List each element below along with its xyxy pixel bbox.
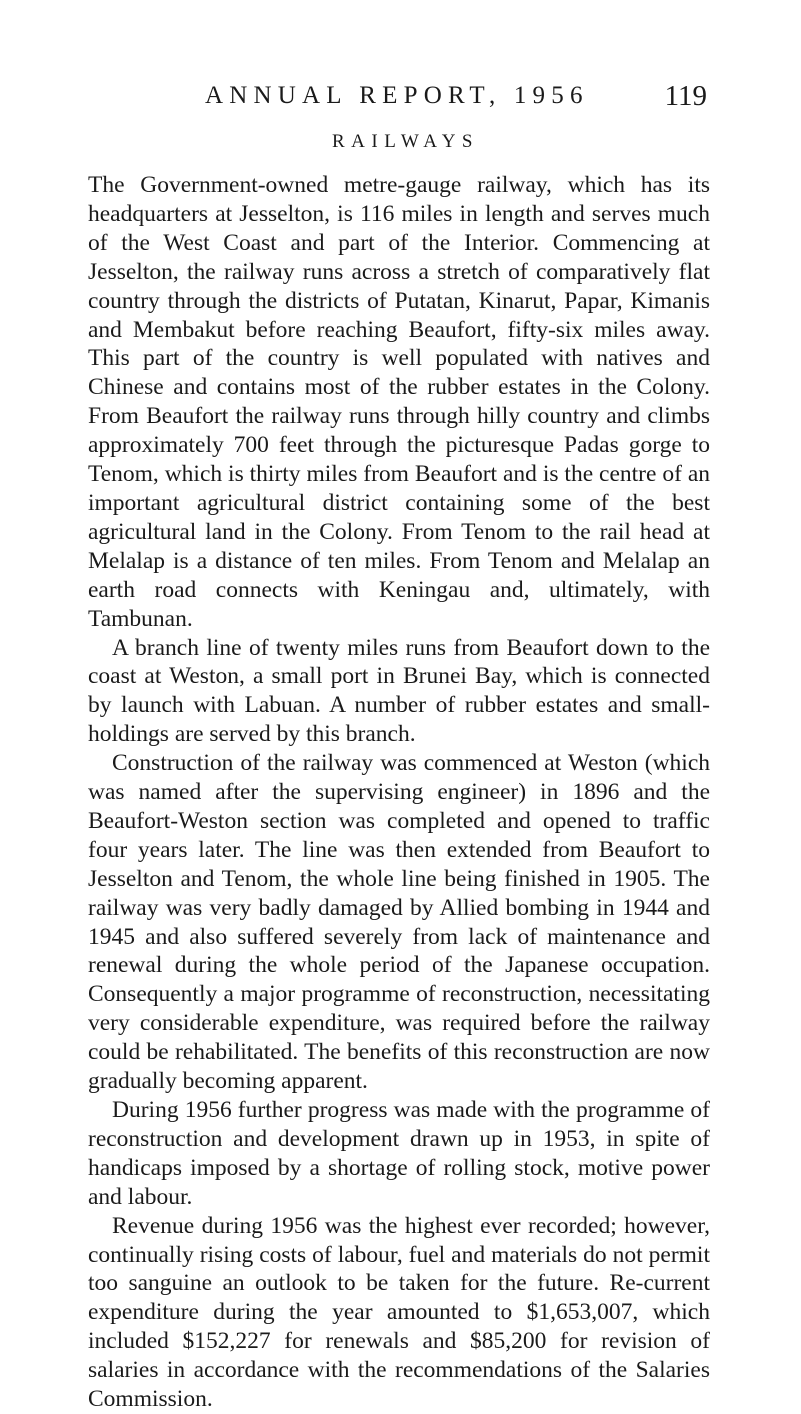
paragraph-5: Revenue during 1956 was the highest ever recorded; however, continually rising costs of labour, fuel and materials do not permit too sanguine an outlook to be taken for the future. Re-current expenditure during the year amounted to $1,653,007, which included $152,227 for renewals and $85,200 for revision of salaries in accordance with the recommendations of the Salaries Commission. [88,1212,710,1413]
section-heading: RAILWAYS [331,131,479,152]
paragraph-3: Construction of the railway was commenced at Weston (which was named after the supervising engineer) in 1896 and the Beaufort-Weston section was completed and opened to traffic four years later. The line was then extended from Beaufort to Jesselton and Tenom, the whole line being finished in 1905. The railway was very badly damaged by Allied bombing in 1944 and 1945 and also suffered severely from lack of maintenance and renewal during the whole period of the Japanese occupation. Consequently a major programme of reconstruction, necessitating very considerable expenditure, was required before the railway could be rehabilitated. The benefits of this reconstruction are now gradually becoming apparent. [88,750,710,1095]
running-head [205,74,707,114]
paragraph-4: During 1956 further progress was made with the programme of reconstruction and development drawn up in 1953, in spite of handicaps imposed by a shortage of rolling stock, motive power and labour. [88,1097,710,1210]
paragraph-1: The Government-owned metre-gauge railway, which has its headquarters at Jesselton, is 116 miles in length and serves much of the West Coast and part of the Interior. Commencing at Jesselton, the railway runs across a stretch of comparatively flat country through the districts of Putatan, Kinarut, Papar, Kimanis and Membakut before reaching Beaufort, fifty-six miles away. This part of the country is well populated with natives and Chinese and contains most of the rubber estates in the Colony. From Beaufort the railway runs through hilly country and climbs approximately 700 feet through the picturesque Padas gorge to Tenom, which is thirty miles from Beaufort and is the centre of an important agricultural district containing some of the best agricultural land in the Colony. From Tenom to the rail head at Melalap is a distance of ten miles. From Tenom and Melalap an earth road connects with Keningau and, ultimately, with Tambunan. [88,172,710,632]
page-number: 119 [664,80,707,112]
running-title: ANNUAL REPORT, 1956 [205,82,589,109]
body-text [88,171,710,1414]
paragraph-2: A branch line of twenty miles runs from Beaufort down to the coast at Weston, a small port in Brunei Bay, which is connected by launch with Labuan. A number of rubber estates and small-holdings are served by this branch. [88,634,710,748]
